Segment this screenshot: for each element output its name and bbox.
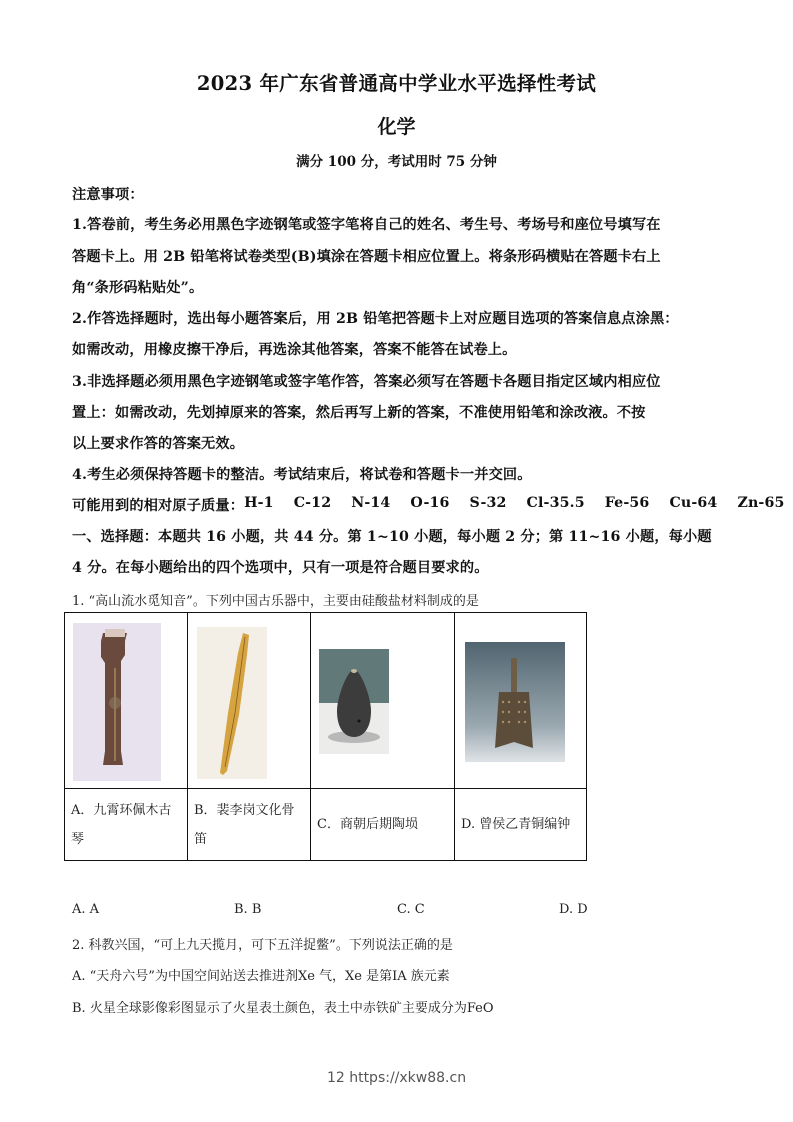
atomic-mass: C-12 bbox=[293, 495, 332, 511]
label-line: 琴 bbox=[71, 831, 85, 847]
notice-line: 以上要求作答的答案无效。 bbox=[72, 436, 245, 452]
option-c[interactable]: C. C bbox=[397, 902, 425, 917]
atomic-mass: Zn-65 bbox=[737, 495, 785, 511]
option-label-d bbox=[455, 789, 587, 861]
guqin-photo bbox=[73, 623, 161, 781]
notice-heading: 注意事项： bbox=[72, 187, 144, 203]
notice-line: 2.作答选择题时，选出每小题答案后，用 2B 铅笔把答题卡上对应题目选项的答案信息点涂黑： bbox=[72, 311, 679, 327]
image-cell-a bbox=[65, 613, 188, 789]
atomic-mass: Cu-64 bbox=[669, 495, 718, 511]
atomic-mass: N-14 bbox=[351, 495, 391, 511]
bronze-bell-photo bbox=[465, 642, 565, 762]
bone-flute-photo bbox=[197, 627, 267, 779]
atomic-mass: Fe-56 bbox=[604, 495, 650, 511]
option-b[interactable]: B. B bbox=[234, 902, 262, 917]
label-line: 笛 bbox=[194, 831, 208, 847]
notice-line: 角“条形码粘贴处”。 bbox=[72, 280, 204, 296]
pottery-xun-photo bbox=[319, 649, 389, 754]
section-instruction: 4 分。在每小题给出的四个选项中，只有一项是符合题目要求的。 bbox=[72, 560, 489, 576]
option-label-a bbox=[65, 789, 188, 861]
label-line: D. 曾侯乙青铜编钟 bbox=[461, 817, 571, 832]
atomic-mass: H-1 bbox=[244, 495, 274, 511]
notice-line: 答题卡上。用 2B 铅笔将试卷类型(B)填涂在答题卡相应位置上。将条形码横贴在答题卡右上 bbox=[72, 249, 661, 265]
atomic-mass: O-16 bbox=[410, 495, 450, 511]
notice-line: 3.非选择题必须用黑色字迹钢笔或签字笔作答，答案必须写在答题卡各题目指定区域内相应位 bbox=[72, 374, 661, 390]
label-line: B．裴李岗文化骨 bbox=[194, 802, 295, 818]
image-cell-d bbox=[455, 613, 587, 789]
section-instruction: 一、选择题：本题共 16 小题，共 44 分。第 1~10 小题，每小题 2 分；第 11~16 小题，每小题 bbox=[72, 529, 712, 545]
atomic-mass: Cl-35.5 bbox=[526, 495, 585, 511]
notice-line: 1.答卷前，考生务必用黑色字迹钢笔或签字笔将自己的姓名、考生号、考场号和座位号填写在 bbox=[72, 217, 661, 233]
notice-line: 4.考生必须保持答题卡的整洁。考试结束后，将试卷和答题卡一并交回。 bbox=[72, 467, 532, 483]
option-label-b bbox=[188, 789, 311, 861]
image-cell-b bbox=[188, 613, 311, 789]
page-footer: 12 https://xkw88.cn bbox=[326, 1070, 467, 1086]
question-2-option-a[interactable]: A. “天舟六号”为中国空间站送去推进剂Xe 气，Xe 是第IA 族元素 bbox=[72, 969, 450, 984]
label-line: C．商朝后期陶埙 bbox=[317, 817, 418, 832]
option-label-c bbox=[311, 789, 455, 861]
atomic-masses-line bbox=[72, 495, 785, 515]
question-2-option-b[interactable]: B. 火星全球影像彩图显示了火星表土颜色，表土中赤铁矿主要成分为FeO bbox=[72, 1001, 494, 1016]
subject-title: 化学 bbox=[377, 116, 416, 138]
question-1-stem: 1. “高山流水觅知音”。下列中国古乐器中，主要由硅酸盐材料制成的是 bbox=[72, 594, 479, 609]
question-2-stem: 2. 科教兴国，“可上九天揽月，可下五洋捉鳖”。下列说法正确的是 bbox=[72, 938, 453, 953]
atomic-mass: S-32 bbox=[469, 495, 507, 511]
notice-line: 如需改动，用橡皮擦干净后，再选涂其他答案，答案不能答在试卷上。 bbox=[72, 342, 517, 358]
option-a[interactable]: A. A bbox=[72, 902, 100, 917]
exam-title: 2023 年广东省普通高中学业水平选择性考试 bbox=[196, 72, 597, 95]
score-time-line: 满分 100 分，考试用时 75 分钟 bbox=[296, 154, 497, 170]
atomic-masses-label: 可能用到的相对原子质量： bbox=[72, 498, 245, 514]
image-cell-c bbox=[311, 613, 455, 789]
notice-line: 置上：如需改动，先划掉原来的答案，然后再写上新的答案，不准使用铅笔和涂改液。不按 bbox=[72, 405, 646, 421]
question-1-table bbox=[64, 612, 587, 861]
option-d[interactable]: D. D bbox=[559, 902, 588, 917]
label-line: A．九霄环佩木古 bbox=[71, 802, 172, 818]
